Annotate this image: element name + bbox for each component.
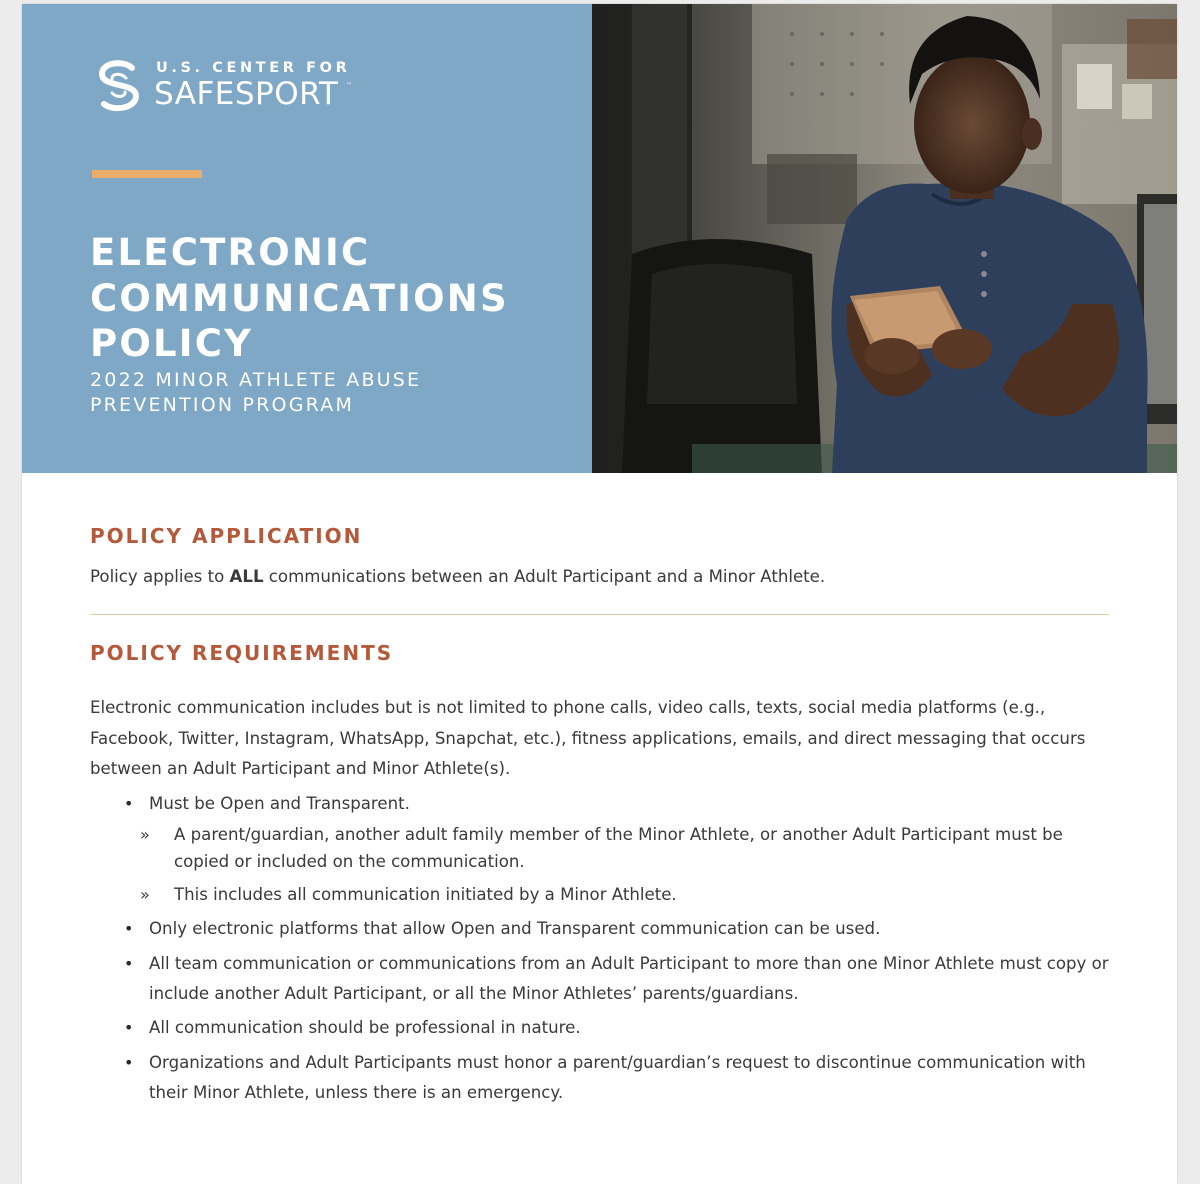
list-item: [90, 914, 1110, 944]
bullet-marker: •: [124, 794, 134, 813]
safesport-s-logo-icon: [94, 58, 144, 114]
sub-list-item: [90, 881, 1110, 908]
bullet-marker: •: [124, 919, 134, 938]
logo-top-text: U.S. CENTER FOR: [156, 60, 351, 76]
sub-list-item-text: This includes all communication initiated by a Minor Athlete.: [174, 885, 677, 904]
bullet-marker: •: [124, 1052, 134, 1072]
document-page: [22, 4, 1177, 1184]
policy-requirements-heading: POLICY REQUIREMENTS: [90, 641, 394, 665]
list-item: [90, 1048, 1110, 1108]
list-item-text: Organizations and Adult Participants must honor a parent/guardian’s request to discontinue communication with their Minor Athlete, unless there is an emergency.: [149, 1052, 1086, 1102]
policy-application-emphasis: ALL: [229, 567, 264, 586]
policy-requirements-intro: Electronic communication includes but is not limited to phone calls, video calls, texts, social media platforms (e.g., Facebook, Twitter, Instagram, WhatsApp, Snapchat, etc.), fitness applications, emails, and direct messaging that occurs between an Adult Participant and Minor Athlete(s).: [90, 698, 1086, 778]
page-subtitle: [90, 368, 421, 418]
photo-illustration: [592, 4, 1177, 473]
list-item-text: Must be Open and Transparent.: [149, 794, 410, 813]
requirements-list: [90, 789, 1110, 1112]
sub-bullet-marker: »: [140, 825, 150, 844]
policy-application-text-before: Policy applies to: [90, 567, 230, 586]
sub-list: [140, 821, 1110, 908]
boy-looking-at-tablet-photo: [592, 4, 1177, 473]
hero-banner: [22, 4, 1177, 473]
title-line: POLICY: [90, 322, 254, 365]
policy-application-heading: POLICY APPLICATION: [90, 524, 363, 548]
title-line: ELECTRONIC: [90, 231, 371, 274]
title-line: COMMUNICATIONS: [90, 276, 509, 320]
list-item: [90, 949, 1110, 1009]
accent-bar: [92, 170, 202, 178]
subtitle-line: 2022 MINOR ATHLETE ABUSE: [90, 369, 422, 391]
logo-main-text: SAFESPORT: [154, 76, 339, 112]
sub-list-item-text: A parent/guardian, another adult family member of the Minor Athlete, or another Adult Participant must be copied or included on the communication.: [174, 825, 1063, 871]
logo-trademark: ™: [346, 82, 352, 89]
title-panel: [22, 4, 592, 473]
safesport-logo: [94, 58, 364, 118]
sub-list-item: [90, 821, 1110, 875]
sub-bullet-marker: »: [140, 885, 150, 904]
subtitle-line: PREVENTION PROGRAM: [90, 394, 355, 416]
page-title: [90, 230, 509, 367]
list-item-text: Only electronic platforms that allow Open and Transparent communication can be used.: [149, 919, 881, 938]
section-divider: [90, 614, 1109, 615]
list-item: [90, 1013, 1110, 1043]
policy-application-text: [90, 567, 825, 586]
policy-application-text-after: communications between an Adult Participant and a Minor Athlete.: [263, 567, 826, 586]
list-item-text: All communication should be professional in nature.: [149, 1018, 581, 1037]
list-item-text: All team communication or communications from an Adult Participant to more than one Minor Athlete must copy or include another Adult Participant, or all the Minor Athletes’ parents/guardians.: [149, 953, 1109, 1003]
bullet-marker: •: [124, 1018, 134, 1037]
bullet-marker: •: [124, 953, 134, 973]
list-item: [90, 789, 1110, 908]
